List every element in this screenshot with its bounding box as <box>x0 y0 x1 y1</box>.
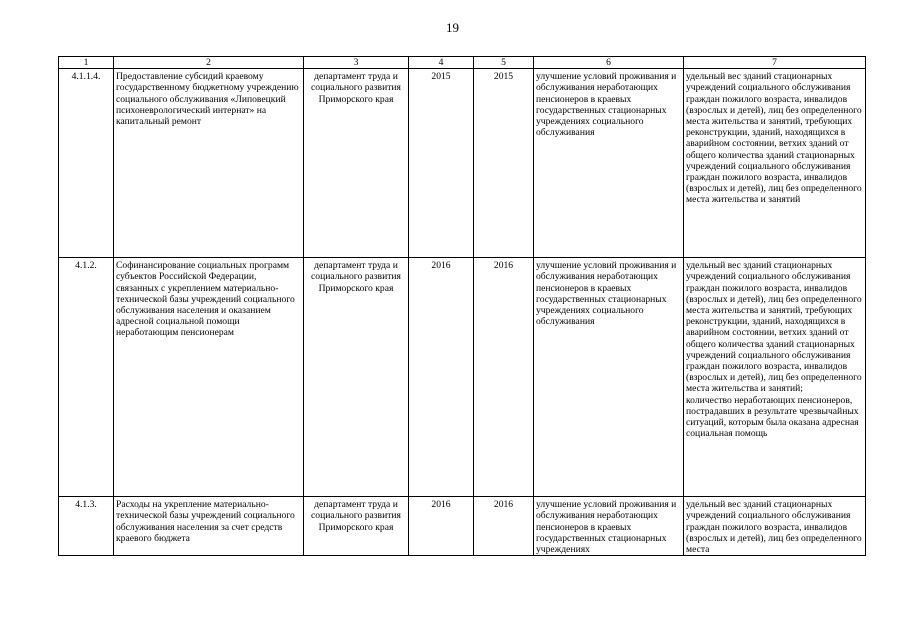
item-end-year: 2016 <box>474 497 534 556</box>
column-number-2: 2 <box>114 57 304 69</box>
column-number-5: 5 <box>474 57 534 69</box>
item-indicator: удельный вес зданий стационарных учреждений социального обслуживания граждан пожилого возраста, инвалидов (взрослых и детей), лиц без определенного места <box>684 497 866 556</box>
table-row <box>59 69 866 258</box>
item-indicator <box>684 258 866 497</box>
column-number-7: 7 <box>684 57 866 69</box>
column-number-6: 6 <box>534 57 684 69</box>
item-result: улучшение условий проживания и обслуживания неработающих пенсионеров в краевых государственных стационарных учреждениях социального обслуживания <box>534 69 684 258</box>
column-number-3: 3 <box>304 57 409 69</box>
item-start-year: 2015 <box>409 69 474 258</box>
item-number: 4.1.2. <box>59 258 114 497</box>
item-end-year: 2016 <box>474 258 534 497</box>
header-row <box>59 57 866 69</box>
item-result: улучшение условий проживания и обслуживания неработающих пенсионеров в краевых государственных стационарных учреждениях социального обслуживания <box>534 258 684 497</box>
column-number-1: 1 <box>59 57 114 69</box>
item-indicator: удельный вес зданий стационарных учреждений социального обслуживания граждан пожилого возраста, инвалидов (взрослых и детей), лиц без определенного места жительства и занятий, требующих реконструкции, зданий, находящихся в аварийном состоянии, ветхих зданий от общего количества зданий стационарных учреждений социального обслуживания граждан пожилого возраста, инвалидов (взрослых и детей), лиц без определенного места жительства и занятий <box>684 69 866 258</box>
item-executor: департамент труда и социального развития Приморского края <box>304 69 409 258</box>
table-row <box>59 497 866 556</box>
item-name: Софинансирование социальных программ субъектов Российской Федерации, связанных с укреплением материально-технической базы учреждений социального обслуживания населения и оказанием адресной социальной помощи неработающим пенсионерам <box>114 258 304 497</box>
item-start-year: 2016 <box>409 497 474 556</box>
item-number: 4.1.1.4. <box>59 69 114 258</box>
page-number: 19 <box>446 20 459 35</box>
item-start-year: 2016 <box>409 258 474 497</box>
item-result: улучшение условий проживания и обслуживания неработающих пенсионеров в краевых государственных стационарных учреждениях <box>534 497 684 556</box>
table-row <box>59 258 866 497</box>
column-number-4: 4 <box>409 57 474 69</box>
item-number: 4.1.3. <box>59 497 114 556</box>
item-name: Расходы на укрепление материально-технической базы учреждений социального обслуживания населения за счет средств краевого бюджета <box>114 497 304 556</box>
item-executor: департамент труда и социального развития Приморского края <box>304 497 409 556</box>
indicator-share-text: удельный вес зданий стационарных учреждений социального обслуживания граждан пожилого возраста, инвалидов (взрослых и детей), лиц без определенного места жительства и занятий, требующих реконструкции, зданий, находящихся в аварийном состоянии, ветхих зданий от общего количества зданий стационарных учреждений социального обслуживания граждан пожилого возраста, инвалидов (взрослых и детей), лиц без определенного места жительства и занятий; <box>686 260 862 395</box>
indicator-count-text: количество неработающих пенсионеров, пострадавших в результате чрезвычайных ситуаций, которым была оказана адресная социальная помощь <box>686 394 859 440</box>
item-executor: департамент труда и социального развития Приморского края <box>304 258 409 497</box>
item-end-year: 2015 <box>474 69 534 258</box>
item-name: Предоставление субсидий краевому государственному бюджетному учреждению социального обслуживания «Липовецкий психоневрологический интернат» на капитальный ремонт <box>114 69 304 258</box>
program-table <box>58 56 866 556</box>
